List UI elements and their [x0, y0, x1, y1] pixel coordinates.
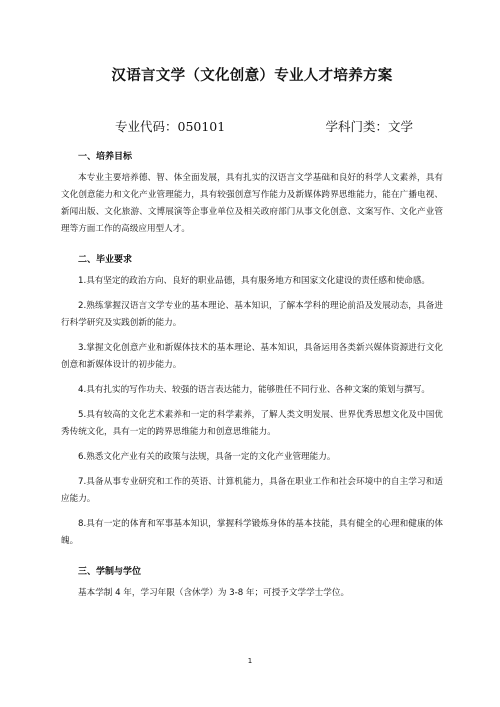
requirement-item: 1.具有坚定的政治方向、良好的职业品德，具有服务地方和国家文化建设的责任感和使命感。: [78, 276, 430, 286]
requirement-item: 7.具备从事专业研究和工作的英语、计算机能力，具备在职业工作和社会环境中的自主学习和适应能力。: [61, 477, 443, 504]
section-heading: 三、学制与学位: [78, 567, 142, 577]
section-training-goals: [61, 149, 443, 238]
requirement-item: 2.熟练掌握汉语言文学专业的基本理论、基本知识，了解本学科的理论前沿及发展动态，具备进行科学研究及实践创新的能力。: [61, 301, 443, 328]
requirement-item: 6.熟悉文化产业有关的政策与法规，具备一定的文化产业管理能力。: [78, 452, 336, 462]
section-heading: 二、毕业要求: [78, 255, 133, 265]
discipline-category: 学科门类：文学: [325, 119, 413, 134]
major-code: 专业代码：050101: [115, 119, 226, 134]
page-number: 1: [247, 657, 253, 665]
requirement-item: 4.具有扎实的写作功夫、较强的语言表达能力，能够胜任不同行业、各种文案的策划与撰写。: [78, 385, 430, 395]
meta-row: [115, 117, 413, 135]
section-paragraph: 基本学制 4 年，学习年限（含休学）为 3-8 年；可授予文学学士学位。: [78, 588, 350, 598]
section-paragraph: 本专业主要培养德、智、体全面发展，具有扎实的汉语言文学基础和良好的科学人文素养，具有文化创意能力和文化产业管理能力，具有较强创意写作能力及新媒体跨界思维能力，能在广播电视、新闻出版、文化旅游、文博展演等企事业单位及相关政府部门从事文化创意、文案写作、文化产业管理等方面工作的高级应用型人才。: [61, 173, 443, 234]
section-graduation-requirements: [61, 252, 443, 550]
section-duration-degree: [61, 564, 443, 602]
section-heading: 一、培养目标: [78, 152, 133, 162]
requirement-item: 3.掌握文化创意产业和新媒体技术的基本理论、基本知识，具备运用各类新兴媒体资源进行文化创意和新媒体设计的初步能力。: [61, 343, 443, 370]
requirement-item: 5.具有较高的文化艺术素养和一定的科学素养，了解人类文明发展、世界优秀思想文化及中国优秀传统文化，具有一定的跨界思维能力和创意思维能力。: [61, 410, 443, 437]
requirements-list: [61, 273, 443, 550]
document-title: 汉语言文学（文化创意）专业人才培养方案: [111, 67, 393, 84]
requirement-item: 8.具有一定的体育和军事基本知识，掌握科学锻炼身体的基本技能，具有健全的心理和健康的体魄。: [61, 519, 443, 546]
